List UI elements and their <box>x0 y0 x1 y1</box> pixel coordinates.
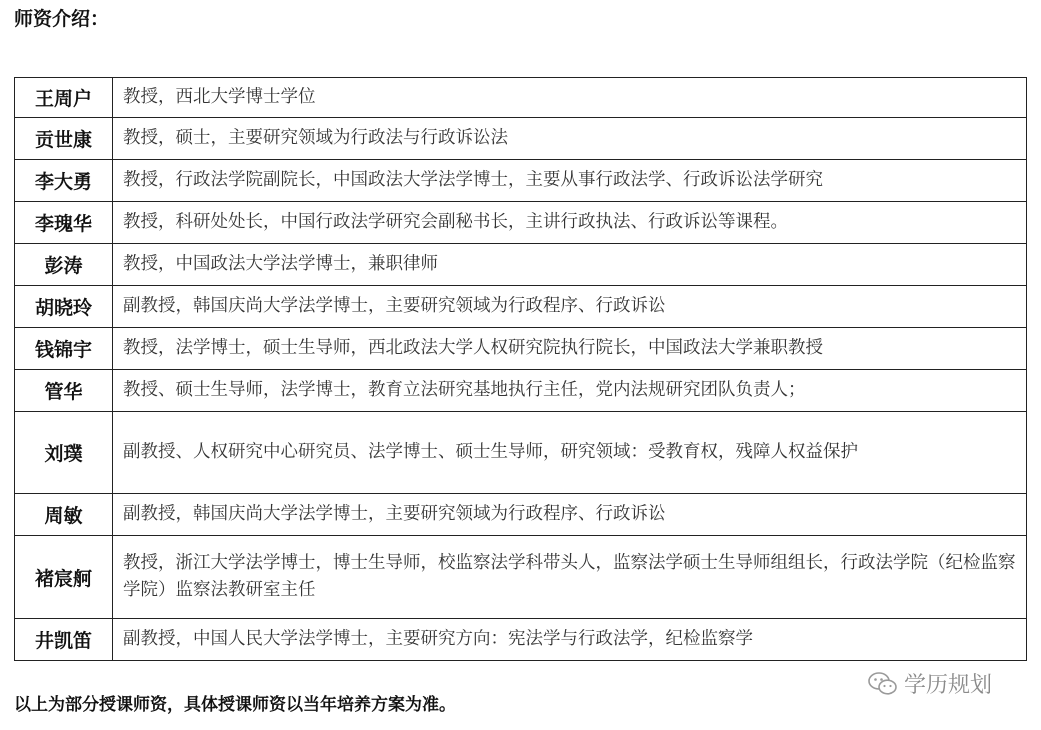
table-row <box>15 494 1027 536</box>
table-row <box>15 244 1027 286</box>
faculty-desc: 副教授，韩国庆尚大学法学博士，主要研究领域为行政程序、行政诉讼 <box>113 494 1027 536</box>
faculty-name: 刘璞 <box>15 412 113 494</box>
faculty-name: 褚宸舸 <box>15 536 113 619</box>
faculty-name: 井凯笛 <box>15 619 113 661</box>
faculty-desc: 教授，法学博士，硕士生导师，西北政法大学人权研究院执行院长，中国政法大学兼职教授 <box>113 328 1027 370</box>
footer-note: 以上为部分授课师资，具体授课师资以当年培养方案为准。 <box>14 695 456 715</box>
table-row <box>15 536 1027 619</box>
faculty-name: 李大勇 <box>15 160 113 202</box>
faculty-desc: 教授，行政法学院副院长，中国政法大学法学博士，主要从事行政法学、行政诉讼法学研究 <box>113 160 1027 202</box>
faculty-name: 管华 <box>15 370 113 412</box>
table-row <box>15 160 1027 202</box>
faculty-desc: 教授，浙江大学法学博士，博士生导师，校监察法学科带头人，监察法学硕士生导师组组长，行政法学院（纪检监察学院）监察法教研室主任 <box>113 536 1027 619</box>
faculty-name: 王周户 <box>15 78 113 118</box>
faculty-name: 钱锦宇 <box>15 328 113 370</box>
faculty-name: 胡晓玲 <box>15 286 113 328</box>
faculty-desc: 教授，硕士，主要研究领域为行政法与行政诉讼法 <box>113 118 1027 160</box>
faculty-desc: 副教授、人权研究中心研究员、法学博士、硕士生导师，研究领域：受教育权，残障人权益保护 <box>113 412 1027 494</box>
table-row <box>15 118 1027 160</box>
page-title: 师资介绍： <box>14 8 110 30</box>
faculty-desc: 教授，中国政法大学法学博士，兼职律师 <box>113 244 1027 286</box>
wechat-icon <box>868 671 898 697</box>
watermark-text: 学历规划 <box>904 673 993 698</box>
faculty-name: 周敏 <box>15 494 113 536</box>
watermark <box>868 668 992 699</box>
table-row <box>15 202 1027 244</box>
table-row <box>15 619 1027 661</box>
table-row <box>15 78 1027 118</box>
faculty-name: 李瑰华 <box>15 202 113 244</box>
faculty-desc: 副教授，中国人民大学法学博士，主要研究方向：宪法学与行政法学，纪检监察学 <box>113 619 1027 661</box>
faculty-desc: 教授，科研处处长，中国行政法学研究会副秘书长，主讲行政执法、行政诉讼等课程。 <box>113 202 1027 244</box>
faculty-desc: 教授，西北大学博士学位 <box>113 78 1027 118</box>
faculty-name: 彭涛 <box>15 244 113 286</box>
table-row <box>15 286 1027 328</box>
table-row <box>15 328 1027 370</box>
faculty-desc: 副教授，韩国庆尚大学法学博士，主要研究领域为行政程序、行政诉讼 <box>113 286 1027 328</box>
faculty-desc: 教授、硕士生导师，法学博士，教育立法研究基地执行主任，党内法规研究团队负责人； <box>113 370 1027 412</box>
table-row <box>15 370 1027 412</box>
faculty-table <box>14 77 1027 661</box>
table-row <box>15 412 1027 494</box>
faculty-name: 贡世康 <box>15 118 113 160</box>
